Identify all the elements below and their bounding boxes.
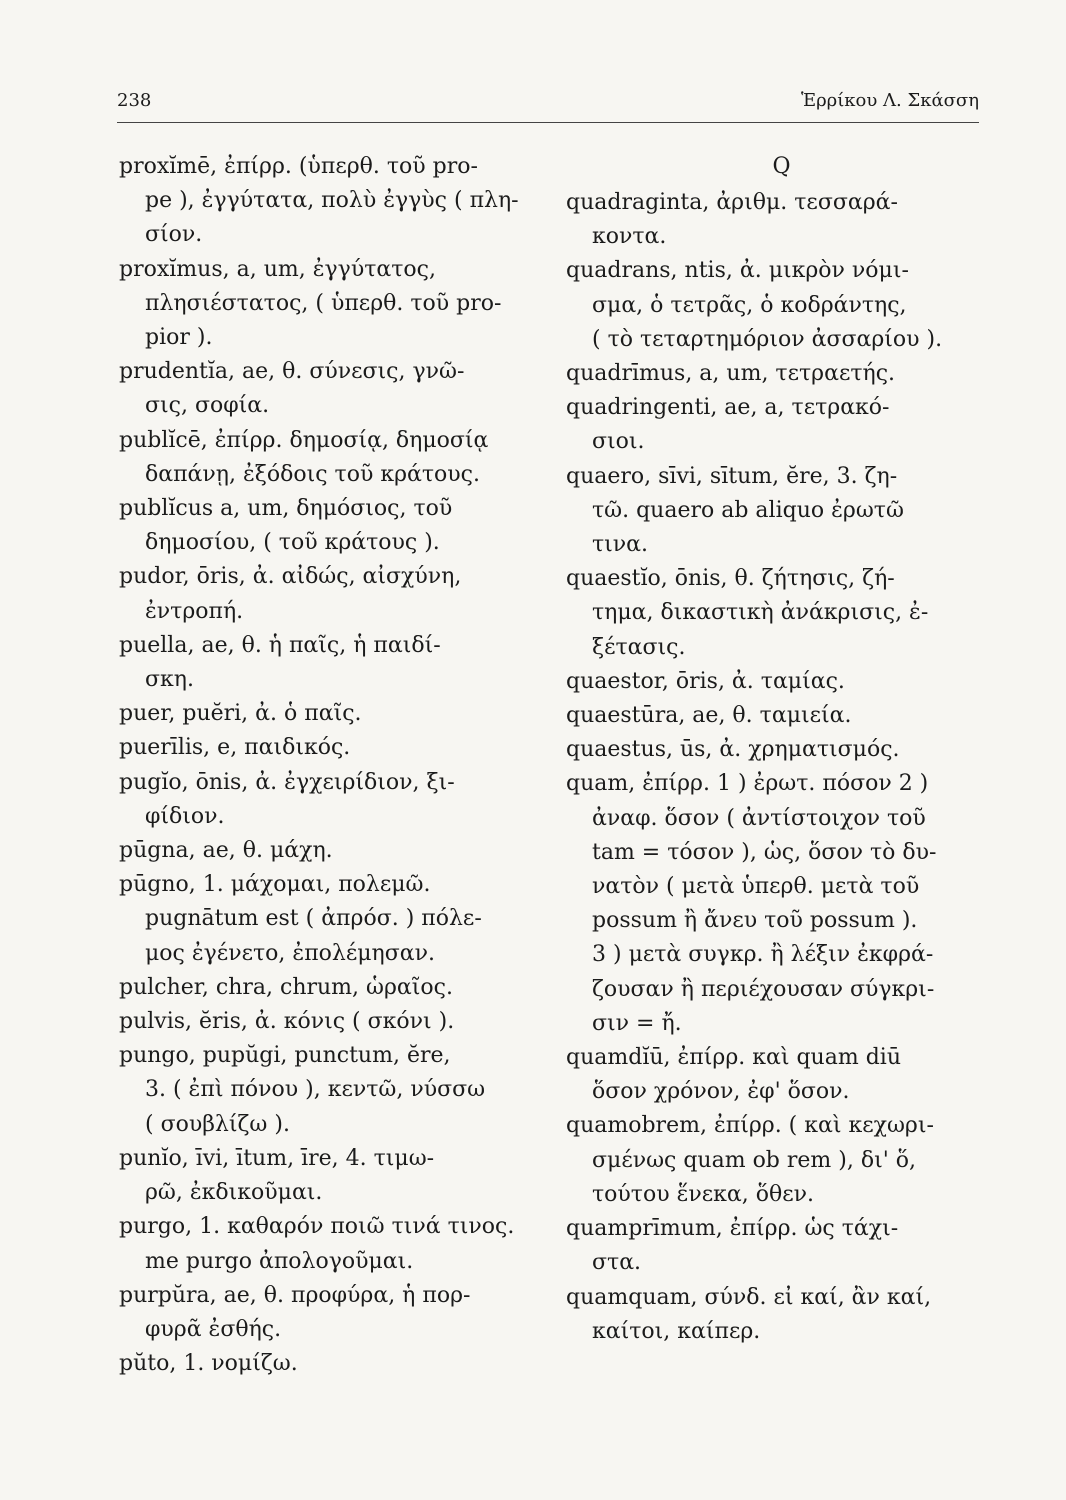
- dictionary-entry: [566, 733, 990, 767]
- dictionary-entry: [119, 253, 539, 356]
- entry-continuation-line: σμένως quam ob rem ), δι' ὅ,: [592, 1147, 916, 1173]
- entry-continuation-line: σκη.: [145, 667, 194, 693]
- dictionary-entry: [119, 355, 539, 423]
- running-head: Ἑρρίκου Λ. Σκάσση: [800, 90, 979, 111]
- entry-continuation-line: ( τὸ τεταρτημόριον ἀσσαρίου ).: [592, 326, 943, 352]
- dictionary-entry: [566, 357, 990, 391]
- dictionary-entry: [119, 629, 539, 697]
- entry-continuation-line: καίτοι, καίπερ.: [592, 1318, 761, 1344]
- entry-continuation-line: μος ἐγένετο, ἐπολέμησαν.: [145, 940, 435, 966]
- entry-headword-line: pūgna, ae, θ. μάχη.: [119, 838, 333, 864]
- dictionary-entry: [119, 560, 539, 628]
- entry-headword-line: quam, ἐπίρρ. 1 ) ἐρωτ. πόσον 2 ): [566, 771, 929, 797]
- dictionary-entry: [119, 1347, 539, 1381]
- entry-continuation-line: 3 ) μετὰ συγκρ. ἢ λέξιν ἐκφρά-: [592, 942, 934, 968]
- entry-continuation-line: pe ), ἐγγύτατα, πολὺ ἐγγὺς ( πλη-: [145, 188, 519, 214]
- entry-continuation-line: δαπάνῃ, ἐξόδοις τοῦ κράτους.: [145, 461, 480, 487]
- dictionary-entry: [119, 1142, 539, 1210]
- dictionary-entry: [119, 1005, 539, 1039]
- entry-continuation-line: τούτου ἕνεκα, ὅθεν.: [592, 1181, 814, 1207]
- dictionary-entry: [566, 1109, 990, 1212]
- entry-headword-line: puella, ae, θ. ἡ παῖς, ἡ παιδί-: [119, 632, 441, 658]
- entry-headword-line: quaestor, ōris, ἀ. ταμίας.: [566, 668, 845, 694]
- entry-continuation-line: τῶ. quaero ab aliquo ἐρωτῶ: [592, 497, 904, 523]
- dictionary-entry: [566, 254, 990, 357]
- dictionary-entry: [566, 665, 990, 699]
- dictionary-entry: [566, 1281, 990, 1349]
- dictionary-entry: [566, 562, 990, 665]
- dictionary-entry: [119, 1039, 539, 1142]
- entry-headword-line: publĭcus a, um, δημόσιος, τοῦ: [119, 496, 453, 522]
- entry-continuation-line: pior ).: [145, 325, 213, 351]
- entry-continuation-line: ρῶ, ἐκδικοῦμαι.: [145, 1180, 323, 1206]
- entry-headword-line: puer, puĕri, ἀ. ὁ παῖς.: [119, 701, 362, 727]
- entry-continuation-line: δημοσίου, ( τοῦ κράτους ).: [145, 530, 440, 556]
- entry-continuation-line: ὅσον χρόνον, ἐφ' ὅσον.: [592, 1079, 850, 1105]
- entry-headword-line: quamquam, σύνδ. εἰ καί, ἂν καί,: [566, 1284, 932, 1310]
- entry-headword-line: quaestĭo, ōnis, θ. ζήτησις, ζή-: [566, 566, 895, 592]
- entry-continuation-line: σις, σοφία.: [145, 393, 270, 419]
- entry-continuation-line: ξέτασις.: [592, 634, 686, 660]
- dictionary-entry: [119, 150, 539, 253]
- entry-continuation-line: ἀναφ. ὅσον ( ἀντίστοιχον τοῦ: [592, 805, 926, 831]
- entry-continuation-line: στα.: [592, 1250, 642, 1276]
- page-number: 238: [117, 90, 152, 111]
- dictionary-entry: [566, 1041, 990, 1109]
- entry-headword-line: quaero, sīvi, sītum, ĕre, 3. ζη-: [566, 463, 898, 489]
- entry-continuation-line: ζουσαν ἢ περιέχουσαν σύγκρι-: [592, 976, 935, 1002]
- dictionary-entry: [119, 731, 539, 765]
- entry-continuation-line: tam = τόσον ), ὡς, ὅσον τὸ δυ-: [592, 839, 937, 865]
- entry-continuation-line: νατὸν ( μετὰ ὑπερθ. μετὰ τοῦ: [592, 874, 920, 900]
- entry-headword-line: quadraginta, ἀριθμ. τεσσαρά-: [566, 190, 898, 215]
- entry-headword-line: quaestūra, ae, θ. ταμιεία.: [566, 703, 852, 729]
- left-column: [119, 150, 539, 1381]
- entry-headword-line: quadrans, ntis, ἀ. μικρὸν νόμι-: [566, 258, 909, 284]
- entry-headword-line: purpŭra, ae, θ. προφύρα, ἡ πορ-: [119, 1282, 471, 1308]
- entry-headword-line: pugĭo, ōnis, ἀ. ἐγχειρίδιον, ξι-: [119, 769, 455, 795]
- entry-headword-line: quamprīmum, ἐπίρρ. ὡς τάχι-: [566, 1216, 899, 1242]
- entry-headword-line: pŭto, 1. νομίζω.: [119, 1351, 298, 1377]
- dictionary-entry: [119, 766, 539, 834]
- entry-headword-line: purgo, 1. καθαρόν ποιῶ τινά τινος.: [119, 1214, 515, 1240]
- header-rule: [117, 122, 979, 123]
- entry-headword-line: puerīlis, e, παιδικός.: [119, 735, 351, 761]
- entry-continuation-line: σιν = ἤ.: [592, 1010, 682, 1036]
- entry-continuation-line: ( σουβλίζω ).: [145, 1111, 290, 1137]
- dictionary-entry: [119, 971, 539, 1005]
- entry-continuation-line: τινα.: [592, 532, 649, 558]
- entry-continuation-line: σίον.: [145, 222, 203, 248]
- letter-heading: Q: [772, 154, 791, 179]
- dictionary-entry: [119, 424, 539, 492]
- entry-headword-line: pulcher, chra, chrum, ὡραῖος.: [119, 974, 453, 1000]
- entry-continuation-line: ἐντροπή.: [145, 598, 244, 624]
- entry-continuation-line: φυρᾶ ἐσθής.: [145, 1316, 282, 1342]
- dictionary-entry: [119, 697, 539, 731]
- entry-continuation-line: 3. ( ἐπὶ πόνου ), κεντῶ, νύσσω: [145, 1077, 486, 1103]
- entry-headword-line: pudor, ōris, ἀ. αἰδώς, αἰσχύνη,: [119, 564, 462, 590]
- page-header: [117, 86, 979, 120]
- entry-headword-line: quaestus, ūs, ἀ. χρηματισμός.: [566, 737, 900, 763]
- entry-continuation-line: σιοι.: [592, 429, 645, 455]
- dictionary-entry: [119, 1279, 539, 1347]
- entry-continuation-line: σμα, ὁ τετρᾶς, ὁ κοδράντης,: [592, 292, 907, 318]
- entry-headword-line: quamdĭū, ἐπίρρ. καὶ quam diū: [566, 1045, 901, 1071]
- entry-continuation-line: pugnātum est ( ἀπρόσ. ) πόλε-: [145, 906, 482, 932]
- entry-continuation-line: φίδιον.: [145, 803, 225, 829]
- dictionary-entry: [119, 1210, 539, 1278]
- entry-continuation-line: possum ἢ ἄνευ τοῦ possum ).: [592, 908, 918, 934]
- entry-headword-line: quadringenti, ae, a, τετρακό-: [566, 395, 890, 421]
- entry-headword-line: proxĭmē, ἐπίρρ. (ὑπερθ. τοῦ pro-: [119, 154, 478, 179]
- dictionary-entry: [566, 186, 990, 254]
- dictionary-entry: [566, 1212, 990, 1280]
- entry-headword-line: pungo, pupŭgi, punctum, ĕre,: [119, 1043, 451, 1069]
- entry-continuation-line: πλησιέστατος, ( ὑπερθ. τοῦ pro-: [145, 290, 502, 316]
- entry-headword-line: proxĭmus, a, um, ἐγγύτατος,: [119, 256, 436, 282]
- right-column: [566, 150, 990, 1349]
- dictionary-entry: [119, 834, 539, 868]
- dictionary-entry: [119, 492, 539, 560]
- dictionary-entry: [566, 391, 990, 459]
- dictionary-entry: [566, 460, 990, 563]
- right-column-entries: [566, 186, 990, 1349]
- entry-headword-line: quamobrem, ἐπίρρ. ( καὶ κεχωρι-: [566, 1113, 934, 1139]
- entry-continuation-line: me purgo ἀπολογοῦμαι.: [145, 1248, 414, 1274]
- entry-continuation-line: κοντα.: [592, 224, 667, 250]
- entry-headword-line: punĭo, īvi, ītum, īre, 4. τιμω-: [119, 1145, 435, 1171]
- dictionary-entry: [566, 699, 990, 733]
- dictionary-entry: [119, 868, 539, 971]
- entry-continuation-line: τημα, δικαστικὴ ἀνάκρισις, ἐ-: [592, 600, 929, 626]
- entry-headword-line: pūgno, 1. μάχομαι, πολεμῶ.: [119, 872, 431, 898]
- entry-headword-line: quadrīmus, a, um, τετραετής.: [566, 361, 896, 387]
- entry-headword-line: pulvis, ĕris, ἀ. κόνις ( σκόνι ).: [119, 1009, 455, 1035]
- dictionary-entry: [566, 767, 990, 1041]
- entry-headword-line: publĭcē, ἐπίρρ. δημοσίᾳ, δημοσίᾳ: [119, 427, 489, 453]
- entry-headword-line: prudentĭa, ae, θ. σύνεσις, γνῶ-: [119, 359, 465, 385]
